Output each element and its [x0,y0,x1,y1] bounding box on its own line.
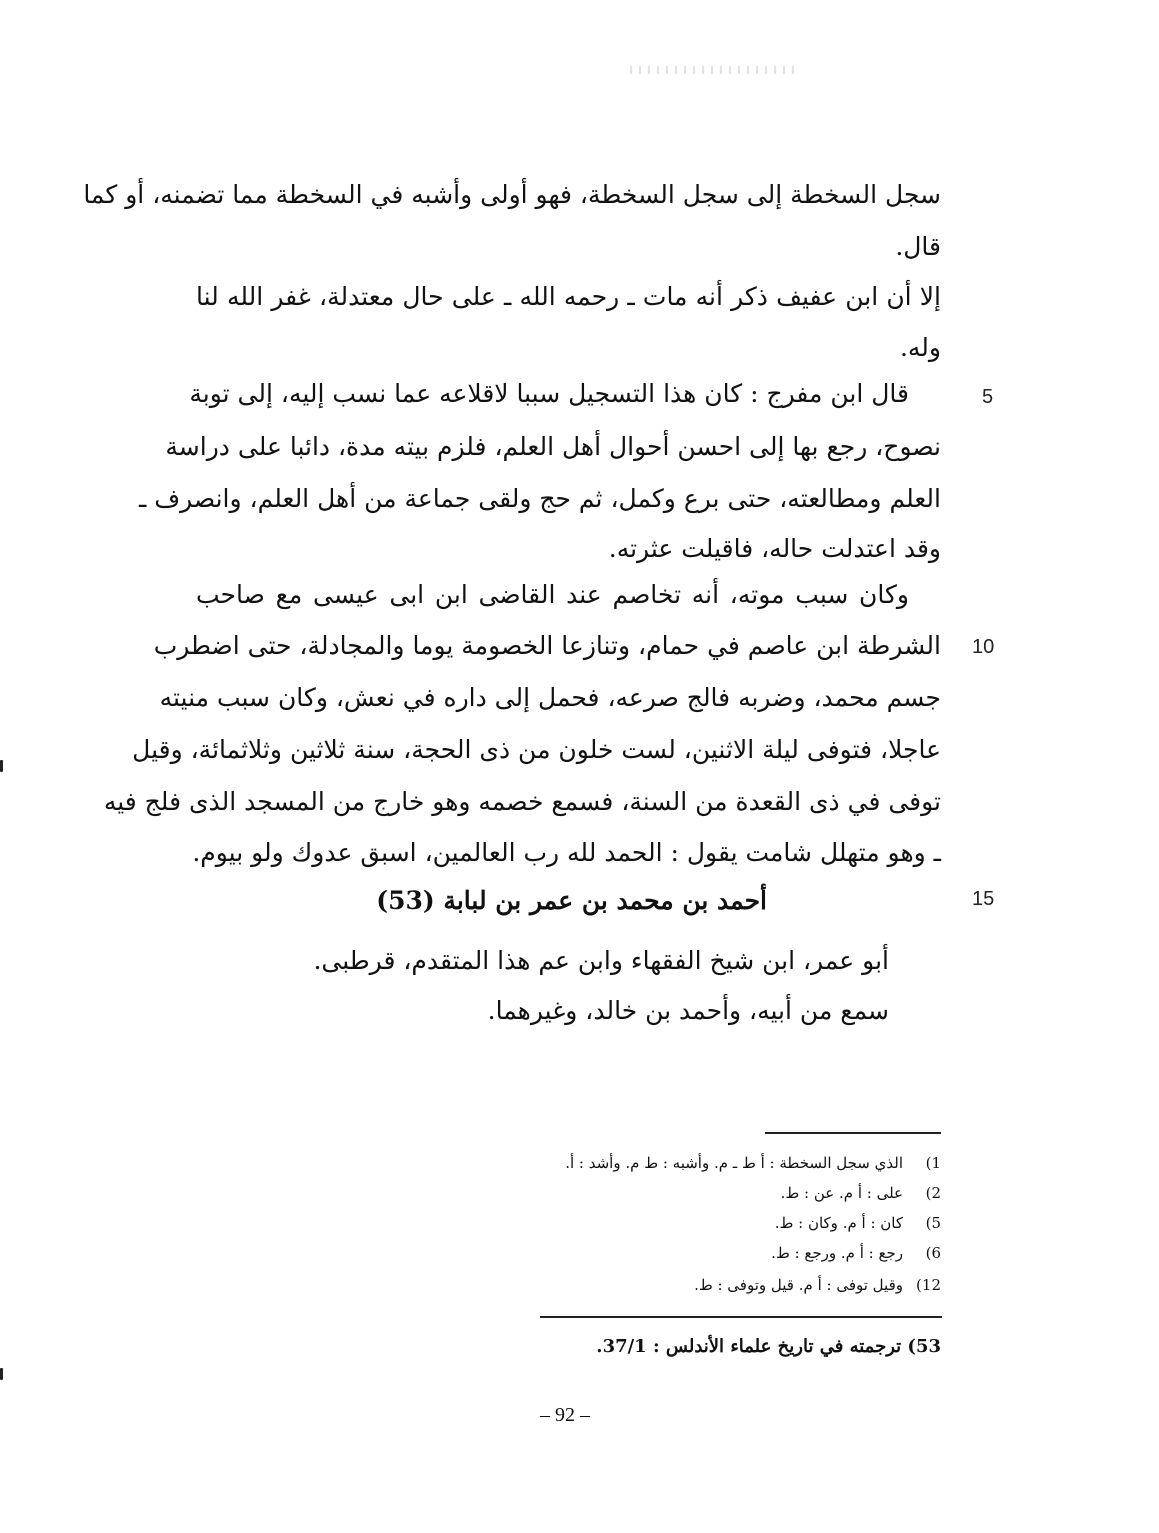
body-line: جسم محمد، وضربه فالج صرعه، فحمل إلى داره في نعش، وكان سبب منيته [159,683,941,712]
entry-line: سمع من أبيه، وأحمد بن خالد، وغيرهما. [487,996,889,1025]
line-number: 10 [972,636,995,658]
footnote-number: 1) [925,1154,941,1172]
page-number: – 92 – [540,1404,590,1426]
footnote-text: على : أ م. عن : ط. [780,1184,903,1202]
footnote [480,1212,941,1234]
body-line: وكان سبب موته، أنه تخاصم عند القاضى ابن ابى عيسى مع صاحب [196,580,909,609]
body-line: توفى في ذى القعدة من السنة، فسمع خصمه وهو خارج من المسجد الذى فلج فيه [103,787,941,816]
footnote [480,1152,941,1174]
footnote-rule [765,1132,941,1134]
footnote [480,1182,941,1204]
entry-heading: أحمد بن محمد بن عمر بن لبابة (53) [376,886,767,915]
entry-line: أبو عمر، ابن شيخ الفقهاء وابن عم هذا المتقدم، قرطبى. [313,946,889,975]
body-line: نصوح، رجع بها إلى احسن أحوال أهل العلم، فلزم بيته مدة، دائبا على دراسة [165,432,941,461]
line-number: 5 [982,386,994,408]
scan-edge-mark [0,760,3,772]
body-line: الشرطة ابن عاصم في حمام، وتنازعا الخصومة يوما والمجادلة، حتى اضطرب [153,631,941,660]
footnote-number: 6) [925,1244,941,1262]
body-line: العلم ومطالعته، حتى برع وكمل، ثم حج ولقى جماعة من أهل العلم، وانصرف ـ [138,484,941,513]
body-line: سجل السخطة إلى سجل السخطة، فهو أولى وأشبه في السخطة مما تضمنه، أو كما [83,180,941,209]
body-line: عاجلا، فتوفى ليلة الاثنين، لست خلون من ذى الحجة، سنة ثلاثين وثلاثمائة، وقيل [132,735,941,764]
footnote-text: كان : أ م. وكان : ط. [774,1214,903,1232]
footnote-text: الذي سجل السخطة : أ ط ـ م. وأشبه : ط م. وأشد : أ. [565,1154,903,1172]
footnote [480,1242,941,1264]
scan-edge-mark [0,1368,3,1380]
footnote-number: 12) [916,1276,941,1294]
body-line: وله. [899,333,941,362]
scan-speck [630,66,800,74]
body-line: قال. [895,232,941,261]
body-line: ـ وهو متهلل شامت يقول : الحمد لله رب العالمين، اسبق عدوك ولو بيوم. [192,838,941,867]
body-line: قال ابن مفرج : كان هذا التسجيل سببا لاقلاعه عما نسب إليه، إلى توبة [189,379,909,408]
footnote [480,1274,941,1296]
footnote-text: رجع : أ م. ورجع : ط. [771,1244,903,1262]
body-line: وقد اعتدلت حاله، فاقيلت عثرته. [608,534,941,563]
footnote-number: 2) [925,1184,941,1202]
footnote-number: 5) [925,1214,941,1232]
bio-note-rule [540,1316,942,1318]
line-number: 15 [972,888,995,910]
footnote-text: وقيل توفى : أ م. قيل وتوفى : ط. [694,1276,903,1294]
biography-source-note: 53) ترجمته في تاريخ علماء الأندلس : 37/1. [596,1336,941,1357]
body-line: إلا أن ابن عفيف ذكر أنه مات ـ رحمه الله ـ على حال معتدلة، غفر الله لنا [196,282,941,311]
